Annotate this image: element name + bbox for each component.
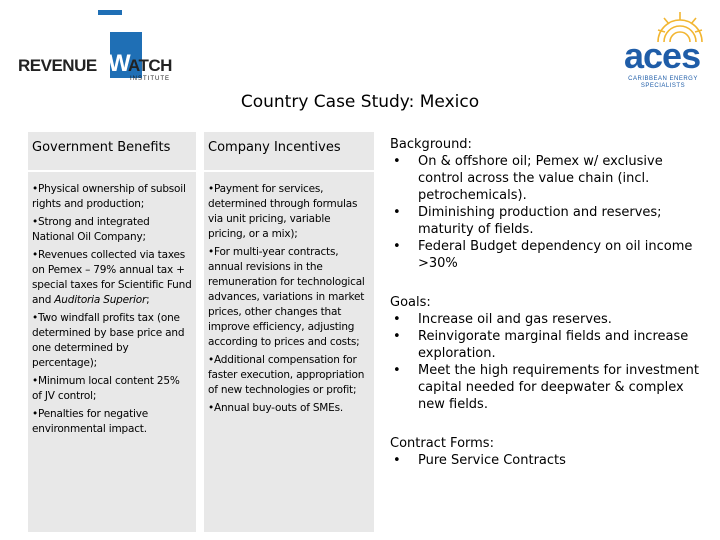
list-item: • On & offshore oil; Pemex w/ exclusive control across the value chain (incl. petrochemicals). xyxy=(390,153,710,204)
list-item: •Physical ownership of subsoil rights and production; xyxy=(32,183,186,210)
company-incentives-column xyxy=(204,132,374,532)
revenue-watch-logo xyxy=(18,10,178,82)
contract-forms-list xyxy=(390,452,710,469)
list-item: •Two windfall profits tax (one determined by base price and one determined by percentage); xyxy=(32,312,185,369)
logo-text-atch: ATCH xyxy=(128,56,172,75)
aces-wordmark: aces xyxy=(624,35,701,76)
list-item: •Payment for services, determined through formulas via unit pricing, variable pricing, or a mix); xyxy=(208,183,358,240)
revenues-suffix: ; xyxy=(146,294,150,306)
government-benefits-header: Government Benefits xyxy=(28,132,196,172)
list-item: • Meet the high requirements for investment capital needed for deepwater & complex new fields. xyxy=(390,362,710,413)
list-item: • Pure Service Contracts xyxy=(390,452,710,469)
details-panel xyxy=(390,136,710,469)
aces-tagline: CARIBBEAN ENERGY SPECIALISTS xyxy=(628,76,698,89)
page-title: Country Case Study: Mexico xyxy=(240,92,480,112)
company-incentives-header: Company Incentives xyxy=(204,132,374,172)
list-item: •Strong and integrated National Oil Company; xyxy=(32,216,150,243)
logo-text-w: W xyxy=(108,50,131,77)
aces-logo xyxy=(618,10,708,90)
list-item: • Increase oil and gas reserves. xyxy=(390,311,710,328)
logo-text-institute: INSTITUTE xyxy=(130,76,170,82)
government-benefits-column xyxy=(28,132,196,532)
logo-text-revenue: REVENUE xyxy=(18,56,97,75)
logo-accent-bar xyxy=(98,10,122,15)
background-title: Background: xyxy=(390,137,472,152)
list-item: • Diminishing production and reserves; maturity of fields. xyxy=(390,204,710,238)
revenues-text: •Revenues collected via taxes on Pemex – 79% annual tax + special taxes for Scientific Fund and xyxy=(32,249,192,306)
government-benefits-body xyxy=(28,172,196,437)
list-item: •Penalties for negative environmental impact. xyxy=(32,408,149,435)
list-item: •Annual buy-outs of SMEs. xyxy=(208,402,343,414)
list-item xyxy=(32,248,192,308)
list-item: • Federal Budget dependency on oil income >30% xyxy=(390,238,710,272)
goals-list xyxy=(390,311,710,413)
list-item: •Additional compensation for faster execution, appropriation of new technologies or profit; xyxy=(208,354,365,396)
list-item: •For multi-year contracts, annual revisions in the remuneration for technological advances, variations in market prices, other changes that improve efficiency, adjusting according to prices and costs; xyxy=(208,246,365,348)
background-list xyxy=(390,153,710,272)
spacer xyxy=(390,272,710,294)
goals-title: Goals: xyxy=(390,295,431,310)
spacer xyxy=(390,413,710,435)
list-item: • Reinvigorate marginal fields and increase exploration. xyxy=(390,328,710,362)
company-incentives-body xyxy=(204,172,374,416)
list-item: •Minimum local content 25% of JV control; xyxy=(32,375,180,402)
contract-forms-title: Contract Forms: xyxy=(390,436,494,451)
revenues-italic: Auditoria Superior xyxy=(54,294,147,306)
